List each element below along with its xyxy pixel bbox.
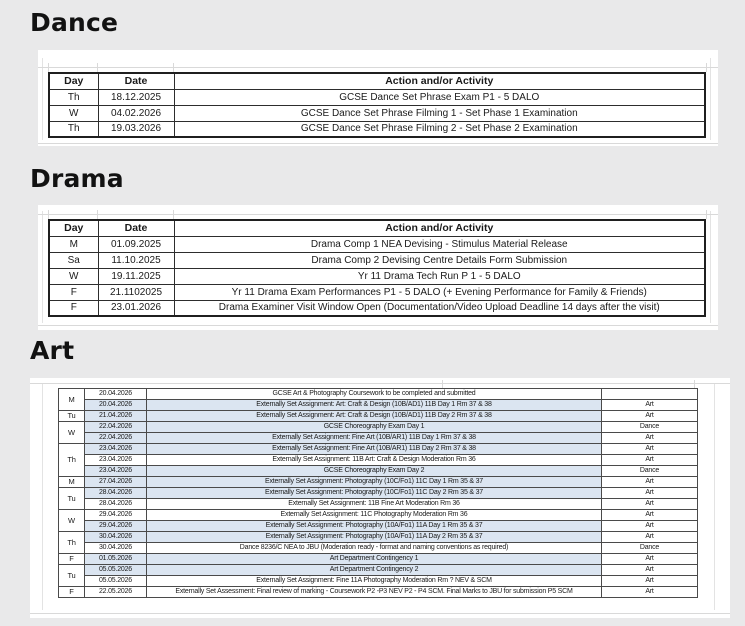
activity-cell <box>174 89 705 105</box>
date-cell: 04.02.2026 <box>98 105 174 121</box>
activity-text: Externally Set Assignment: Photography (10C/Fo1) 11C Day 1 Rm 35 & 37 <box>265 478 483 485</box>
subject-cell: Art <box>602 576 698 587</box>
table-row <box>59 488 698 499</box>
gridline-residue <box>42 211 43 323</box>
activity-text: Dance 8236/C NEA to JBU (Moderation ready - format and naming conventions as required) <box>239 544 509 551</box>
activity-text: Externally Set Assignment: Fine Art (10B/AR1) 11B Day 2 Rm 37 & 38 <box>272 445 476 452</box>
table-row <box>59 466 698 477</box>
table-row <box>49 105 705 121</box>
date-cell: 30.04.2026 <box>85 532 147 543</box>
date-column-header: Date <box>98 220 174 236</box>
day-cell: M <box>59 477 85 488</box>
activity-cell <box>147 411 602 422</box>
activity-text: GCSE Dance Set Phrase Filming 2 - Set Phase 2 Examination <box>300 123 578 135</box>
table-row <box>59 521 698 532</box>
gridline-residue <box>706 63 707 72</box>
activity-cell <box>147 543 602 554</box>
header-row <box>49 73 705 89</box>
day-cell: F <box>59 554 85 565</box>
date-cell: 01.05.2026 <box>85 554 147 565</box>
activity-text: GCSE Dance Set Phrase Exam P1 - 5 DALO <box>339 91 540 103</box>
gridline-residue <box>710 211 711 323</box>
date-cell: 23.01.2026 <box>98 300 174 316</box>
day-cell: M <box>49 236 98 252</box>
activity-cell <box>147 554 602 565</box>
date-cell: 05.05.2026 <box>85 576 147 587</box>
activity-cell <box>147 422 602 433</box>
day-cell: Th <box>59 532 85 554</box>
date-cell: 19.11.2025 <box>98 268 174 284</box>
day-cell: Th <box>59 444 85 477</box>
activity-text: Drama Comp 1 NEA Devising - Stimulus Material Release <box>310 238 568 250</box>
activity-text: Externally Set Assignment: Art: Craft & Design (10B/AD1) 11B Day 1 Rm 37 & 38 <box>256 401 492 408</box>
date-cell: 19.03.2026 <box>98 121 174 137</box>
subject-cell: Dance <box>602 466 698 477</box>
activity-text: GCSE Choreography Exam Day 1 <box>323 423 425 430</box>
gridline-residue <box>30 613 730 614</box>
date-cell: 01.09.2025 <box>98 236 174 252</box>
activity-cell <box>147 433 602 444</box>
subject-cell: Art <box>602 510 698 521</box>
table-row <box>49 236 705 252</box>
subject-cell: Dance <box>602 543 698 554</box>
date-cell: 18.12.2025 <box>98 89 174 105</box>
table-row <box>59 444 698 455</box>
day-cell: Th <box>49 121 98 137</box>
gridline-residue <box>173 63 174 72</box>
date-cell: 28.04.2026 <box>85 499 147 510</box>
activity-text: Externally Set Assignment: Fine Art (10B/AR1) 11B Day 1 Rm 37 & 38 <box>272 434 476 441</box>
table-row <box>59 576 698 587</box>
drama-table <box>48 219 706 317</box>
activity-cell <box>147 455 602 466</box>
gridline-residue <box>97 210 98 219</box>
subject-cell <box>602 389 698 400</box>
day-cell: F <box>49 284 98 300</box>
date-cell: 21.04.2026 <box>85 411 147 422</box>
activity-text: Externally Set Assignment: 11C Photography Moderation Rm 36 <box>280 511 468 518</box>
day-column-header: Day <box>49 220 98 236</box>
table-row <box>59 543 698 554</box>
gridline-residue <box>42 384 43 610</box>
activity-cell <box>147 521 602 532</box>
activity-cell <box>147 499 602 510</box>
activity-cell <box>147 576 602 587</box>
activity-text: Externally Set Assessment: Final review of marking - Coursework P2 -P3 NEV P2 - P4 SCM. Final Marks to JBU for submission P5 SCM <box>175 588 573 595</box>
gridline-residue <box>38 325 718 326</box>
table-row <box>59 532 698 543</box>
gridline-residue <box>694 380 695 388</box>
dance-table <box>48 72 706 138</box>
activity-cell <box>174 105 705 121</box>
table-row <box>49 300 705 316</box>
table-row <box>59 554 698 565</box>
gridline-residue <box>706 210 707 219</box>
gridline-residue <box>714 384 715 610</box>
day-cell: M <box>59 389 85 411</box>
table-row <box>59 400 698 411</box>
table-row <box>59 499 698 510</box>
gridline-residue <box>97 63 98 72</box>
table-row <box>59 565 698 576</box>
subject-cell: Art <box>602 411 698 422</box>
gridline-residue <box>48 63 49 72</box>
art-table <box>58 388 698 598</box>
table-row <box>49 121 705 137</box>
date-cell: 22.05.2026 <box>85 587 147 598</box>
drama-table-panel <box>38 205 718 330</box>
day-cell: Sa <box>49 252 98 268</box>
table-row <box>59 587 698 598</box>
section-title-art: Art <box>30 336 75 365</box>
subject-cell: Art <box>602 521 698 532</box>
activity-text: GCSE Choreography Exam Day 2 <box>323 467 425 474</box>
header-row <box>49 220 705 236</box>
gridline-residue <box>42 58 43 140</box>
activity-text: Yr 11 Drama Exam Performances P1 - 5 DALO (+ Evening Performance for Family & Friends) <box>231 286 647 298</box>
activity-text: GCSE Dance Set Phrase Filming 1 - Set Phase 1 Examination <box>300 107 578 119</box>
gridline-residue <box>48 210 49 219</box>
date-cell: 11.10.2025 <box>98 252 174 268</box>
section-title-drama: Drama <box>30 164 124 193</box>
date-cell: 27.04.2026 <box>85 477 147 488</box>
subject-cell: Art <box>602 400 698 411</box>
date-cell: 20.04.2026 <box>85 389 147 400</box>
activity-cell <box>174 300 705 316</box>
activity-text: Externally Set Assignment: Art: Craft & Design (10B/AD1) 11B Day 2 Rm 37 & 38 <box>256 412 492 419</box>
activity-cell <box>147 466 602 477</box>
gridline-residue <box>173 210 174 219</box>
activity-cell <box>147 565 602 576</box>
table-row <box>59 510 698 521</box>
activity-cell <box>147 510 602 521</box>
table-row <box>49 89 705 105</box>
table-row <box>49 268 705 284</box>
day-cell: Tu <box>59 565 85 587</box>
activity-cell <box>147 477 602 488</box>
activity-column-header: Action and/or Activity <box>174 73 705 89</box>
activity-cell <box>147 400 602 411</box>
activity-cell <box>174 121 705 137</box>
activity-text: Drama Examiner Visit Window Open (Documentation/Video Upload Deadline 14 days after the visit) <box>218 302 660 314</box>
table-row <box>59 411 698 422</box>
date-cell: 30.04.2026 <box>85 543 147 554</box>
activity-text: Externally Set Assignment: 11B Art: Craft & Design Moderation Rm 36 <box>272 456 476 463</box>
date-cell: 22.04.2026 <box>85 433 147 444</box>
date-cell: 21.1102025 <box>98 284 174 300</box>
activity-cell <box>174 236 705 252</box>
activity-text: Externally Set Assignment: 11B Fine Art Moderation Rm 36 <box>288 500 460 507</box>
subject-cell: Art <box>602 554 698 565</box>
gridline-residue <box>38 214 718 215</box>
activity-text: Externally Set Assignment: Photography (10A/Fo1) 11A Day 1 Rm 35 & 37 <box>265 522 483 529</box>
section-title-dance: Dance <box>30 8 119 37</box>
date-cell: 23.04.2026 <box>85 444 147 455</box>
day-cell: F <box>59 587 85 598</box>
activity-text: Art Department Contingency 2 <box>329 566 419 573</box>
subject-cell: Art <box>602 587 698 598</box>
activity-cell <box>147 587 602 598</box>
activity-text: Yr 11 Drama Tech Run P 1 - 5 DALO <box>357 270 521 282</box>
table-row <box>59 477 698 488</box>
activity-text: Drama Comp 2 Devising Centre Details Form Submission <box>311 254 568 266</box>
day-column-header: Day <box>49 73 98 89</box>
table-row <box>59 433 698 444</box>
day-cell: Tu <box>59 488 85 510</box>
activity-cell <box>174 252 705 268</box>
subject-cell: Art <box>602 488 698 499</box>
activity-text: Externally Set Assignment: Fine 11A Photography Moderation Rm ? NEV & SCM <box>256 577 492 584</box>
date-column-header: Date <box>98 73 174 89</box>
date-cell: 29.04.2026 <box>85 521 147 532</box>
date-cell: 05.05.2026 <box>85 565 147 576</box>
date-cell: 22.04.2026 <box>85 422 147 433</box>
day-cell: Th <box>49 89 98 105</box>
day-cell: W <box>59 510 85 532</box>
day-cell: W <box>49 105 98 121</box>
activity-text: Externally Set Assignment: Photography (10C/Fo1) 11C Day 2 Rm 35 & 37 <box>265 489 483 496</box>
day-cell: W <box>59 422 85 444</box>
day-cell: W <box>49 268 98 284</box>
activity-text: GCSE Art & Photography Coursework to be completed and submitted <box>272 390 476 397</box>
date-cell: 28.04.2026 <box>85 488 147 499</box>
gridline-residue <box>38 67 718 68</box>
table-row <box>49 284 705 300</box>
activity-cell <box>147 532 602 543</box>
subject-cell: Dance <box>602 422 698 433</box>
gridline-residue <box>38 143 718 144</box>
table-row <box>59 389 698 400</box>
date-cell: 20.04.2026 <box>85 400 147 411</box>
activity-text: Art Department Contingency 1 <box>329 555 419 562</box>
activity-cell <box>147 488 602 499</box>
activity-column-header: Action and/or Activity <box>174 220 705 236</box>
dance-table-panel <box>38 50 718 146</box>
gridline-residue <box>710 58 711 140</box>
subject-cell: Art <box>602 532 698 543</box>
table-row <box>59 455 698 466</box>
day-cell: F <box>49 300 98 316</box>
date-cell: 29.04.2026 <box>85 510 147 521</box>
subject-cell: Art <box>602 565 698 576</box>
day-cell: Tu <box>59 411 85 422</box>
activity-text: Externally Set Assignment: Photography (10A/Fo1) 11A Day 2 Rm 35 & 37 <box>265 533 483 540</box>
date-cell: 23.04.2026 <box>85 455 147 466</box>
subject-cell: Art <box>602 499 698 510</box>
subject-cell: Art <box>602 455 698 466</box>
date-cell: 23.04.2026 <box>85 466 147 477</box>
activity-cell <box>174 284 705 300</box>
subject-cell: Art <box>602 477 698 488</box>
table-row <box>59 422 698 433</box>
subject-cell: Art <box>602 444 698 455</box>
activity-cell <box>147 444 602 455</box>
activity-cell <box>147 389 602 400</box>
gridline-residue <box>30 383 730 384</box>
gridline-residue <box>442 380 443 388</box>
table-row <box>49 252 705 268</box>
activity-cell <box>174 268 705 284</box>
subject-cell: Art <box>602 433 698 444</box>
art-table-panel <box>30 378 730 618</box>
